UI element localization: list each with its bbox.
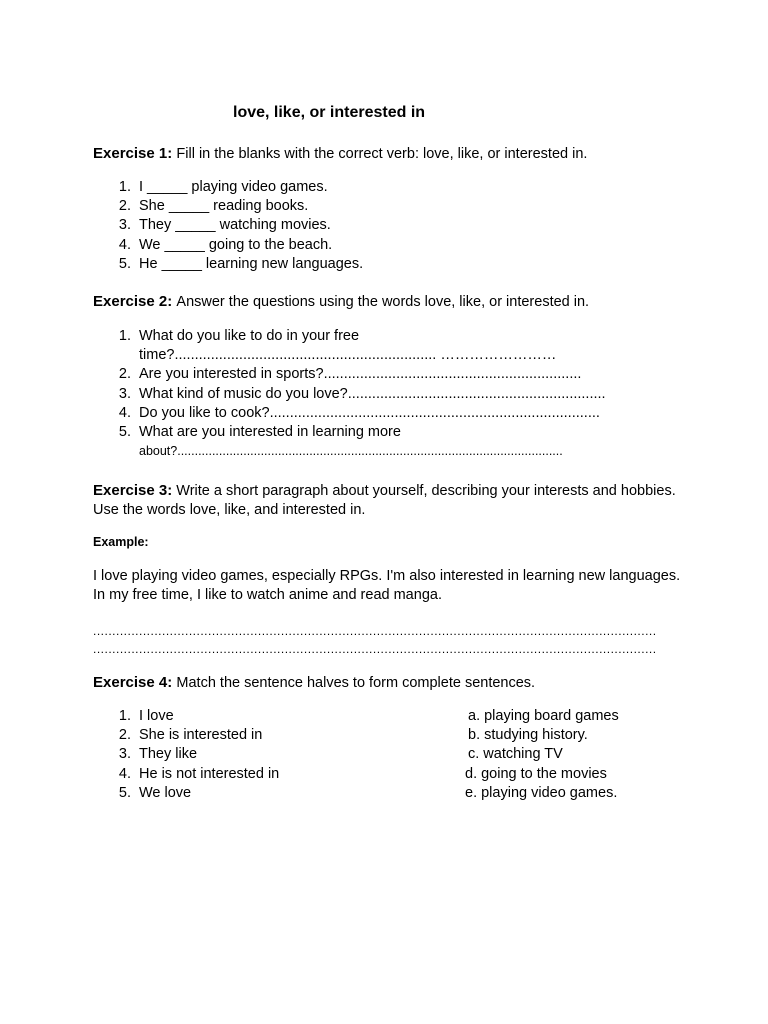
item-number: 4. (118, 236, 131, 253)
example-label: Example: (93, 535, 149, 549)
item-number: 4. (118, 404, 131, 421)
exercise-1-label: Exercise 1: (93, 145, 173, 162)
exercise-4-heading (93, 674, 535, 691)
item-text: Are you interested in sports?................................................................ (139, 366, 582, 383)
item-number: 3. (118, 217, 131, 234)
item-text: She _____ reading books. (139, 198, 309, 215)
match-option: e. playing video games. (465, 785, 618, 801)
answer-line[interactable]: ................................................................................................................................................... (93, 624, 657, 638)
exercise-4-label: Exercise 4: (93, 674, 173, 691)
item-text: She is interested in (139, 727, 263, 744)
item-text: What kind of music do you love?................................................................ (139, 385, 606, 402)
item-text: He _____ learning new languages. (139, 255, 364, 272)
exercise-3-label: Exercise 3: (93, 482, 173, 499)
item-text: Do you like to cook?.................................................................................. (139, 404, 600, 421)
item-text: I love (139, 708, 174, 724)
item-number: 4. (118, 765, 131, 782)
exercise-2-instruction: Answer the questions using the words love, like, or interested in. (176, 294, 590, 310)
item-number: 3. (118, 385, 131, 402)
item-number: 2. (118, 727, 131, 744)
exercise-3-instruction: Write a short paragraph about yourself, describing your interests and hobbies. Use the words love, like, and interested in. (93, 483, 676, 519)
item-number: 5. (118, 423, 131, 440)
exercise-1-heading (93, 145, 587, 162)
item-number: 5. (118, 255, 131, 272)
item-text: He is not interested in (139, 765, 280, 782)
item-text: We _____ going to the beach. (139, 236, 333, 253)
item-number: 1. (118, 179, 131, 195)
item-text: We love (139, 784, 192, 801)
item-number: 1. (118, 328, 131, 344)
match-option: c. watching TV (468, 746, 563, 762)
exercise-1-instruction: Fill in the blanks with the correct verb: love, like, or interested in. (176, 146, 588, 162)
item-number: 5. (118, 784, 131, 801)
example-paragraph: I love playing video games, especially RPGs. I'm also interested in learning new languages. In my free time, I like to watch anime and read manga. (93, 568, 681, 604)
page-title: love, like, or interested in (233, 104, 426, 121)
item-number: 2. (118, 198, 131, 215)
item-number: 2. (118, 366, 131, 383)
match-option: d. going to the movies (465, 766, 607, 782)
item-text: What are you interested in learning more (139, 423, 401, 440)
exercise-4-instruction: Match the sentence halves to form complete sentences. (176, 675, 536, 691)
answer-line[interactable]: ................................................................................................................................................... (93, 642, 657, 656)
exercise-3-heading (93, 481, 683, 520)
item-text: about?............................................................................................................... (139, 444, 563, 459)
item-text: time?................................................................. …………………… (139, 347, 557, 364)
item-number: 3. (118, 746, 131, 763)
exercise-2-label: Exercise 2: (93, 293, 173, 310)
match-option: b. studying history. (468, 727, 588, 743)
item-text: What do you like to do in your free (139, 328, 360, 344)
item-text: They like (139, 746, 198, 763)
item-number: 1. (118, 708, 131, 724)
item-text: They _____ watching movies. (139, 217, 331, 234)
item-text: I _____ playing video games. (139, 179, 328, 195)
exercise-2-heading (93, 293, 589, 310)
match-option: a. playing board games (468, 708, 619, 724)
